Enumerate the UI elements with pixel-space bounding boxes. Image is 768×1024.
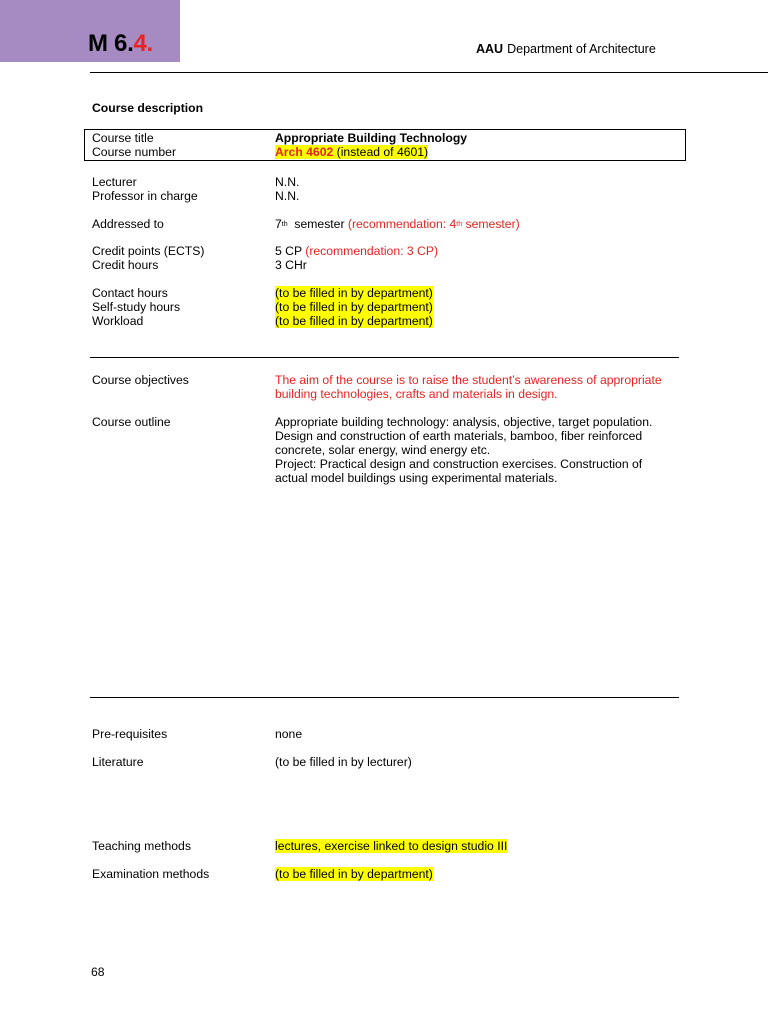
course-number-label: Course number	[92, 145, 176, 159]
contact-hours-label: Contact hours	[92, 286, 168, 300]
exam-label: Examination methods	[92, 867, 210, 881]
teaching-text: lectures, exercise linked to design studio III	[275, 839, 508, 853]
exam-text: (to be filled in by department)	[275, 867, 433, 881]
self-study-label: Self-study hours	[92, 300, 181, 314]
credit-points-label: Credit points (ECTS)	[92, 244, 205, 258]
course-number-value	[275, 145, 428, 159]
credit-hours-value: 3 CHr	[275, 258, 307, 272]
teaching-value	[275, 839, 507, 853]
credit-points-number: 5 CP	[275, 244, 306, 258]
contact-hours-text: (to be filled in by department)	[275, 286, 433, 300]
outline-text	[275, 415, 695, 485]
divider-1	[90, 357, 679, 358]
addressed-num: 7	[275, 217, 282, 231]
org-abbr: AAU	[476, 42, 504, 56]
module-prefix: M 6.	[88, 30, 134, 57]
contact-hours-value	[275, 286, 433, 300]
addressed-rec-a: (recommendation: 4	[347, 217, 457, 231]
credit-hours-label: Credit hours	[92, 258, 159, 272]
addressed-rec-b: semester)	[462, 217, 520, 231]
department-header	[476, 42, 656, 56]
addressed-label: Addressed to	[92, 217, 164, 231]
self-study-text: (to be filled in by department)	[275, 300, 433, 314]
objectives-line: building technologies, crafts and materials in design.	[275, 387, 558, 401]
section-title: Course description	[92, 101, 204, 115]
course-title-label: Course title	[92, 131, 154, 145]
course-title-value: Appropriate Building Technology	[275, 131, 468, 145]
objectives-line: The aim of the course is to raise the student’s awareness of appropriate	[275, 373, 662, 387]
addressed-sup: th	[281, 221, 288, 228]
header-rule	[90, 72, 768, 73]
module-number	[88, 29, 153, 59]
outline-line: Project: Practical design and construction exercises. Construction of	[275, 457, 643, 471]
prereq-label: Pre-requisites	[92, 727, 168, 741]
addressed-rec-sup: th	[456, 221, 463, 228]
outline-line: Appropriate building technology: analysis, objective, target population.	[275, 415, 653, 429]
module-suffix: 4.	[133, 30, 153, 57]
literature-value: (to be filled in by lecturer)	[275, 755, 412, 769]
divider-2	[90, 697, 679, 698]
outline-line: actual model buildings using experimental materials.	[275, 471, 558, 485]
exam-value	[275, 867, 433, 881]
lecturer-value: N.N.	[275, 175, 300, 189]
course-number-note: (instead of 4601)	[333, 145, 429, 159]
workload-label: Workload	[92, 314, 144, 328]
addressed-value	[275, 217, 520, 231]
org-dept: Department of Architecture	[507, 42, 656, 56]
credit-points-value	[275, 244, 438, 258]
professor-label: Professor in charge	[92, 189, 198, 203]
teaching-label: Teaching methods	[92, 839, 191, 853]
outline-line: concrete, solar energy, wind energy etc.	[275, 443, 491, 457]
course-number-code: Arch 4602	[275, 145, 334, 159]
outline-line: Design and construction of earth materials, bamboo, fiber reinforced	[275, 429, 643, 443]
workload-value	[275, 314, 433, 328]
page-number: 68	[91, 965, 105, 979]
objectives-text	[275, 373, 695, 401]
addressed-text: semester	[287, 217, 348, 231]
credit-points-recommendation: (recommendation: 3 CP)	[305, 244, 439, 258]
lecturer-label: Lecturer	[92, 175, 137, 189]
workload-text: (to be filled in by department)	[275, 314, 433, 328]
objectives-label: Course objectives	[92, 373, 189, 387]
addressed-recommendation	[348, 217, 520, 231]
self-study-value	[275, 300, 433, 314]
outline-label: Course outline	[92, 415, 171, 429]
prereq-value: none	[275, 727, 303, 741]
literature-label: Literature	[92, 755, 144, 769]
professor-value: N.N.	[275, 189, 300, 203]
